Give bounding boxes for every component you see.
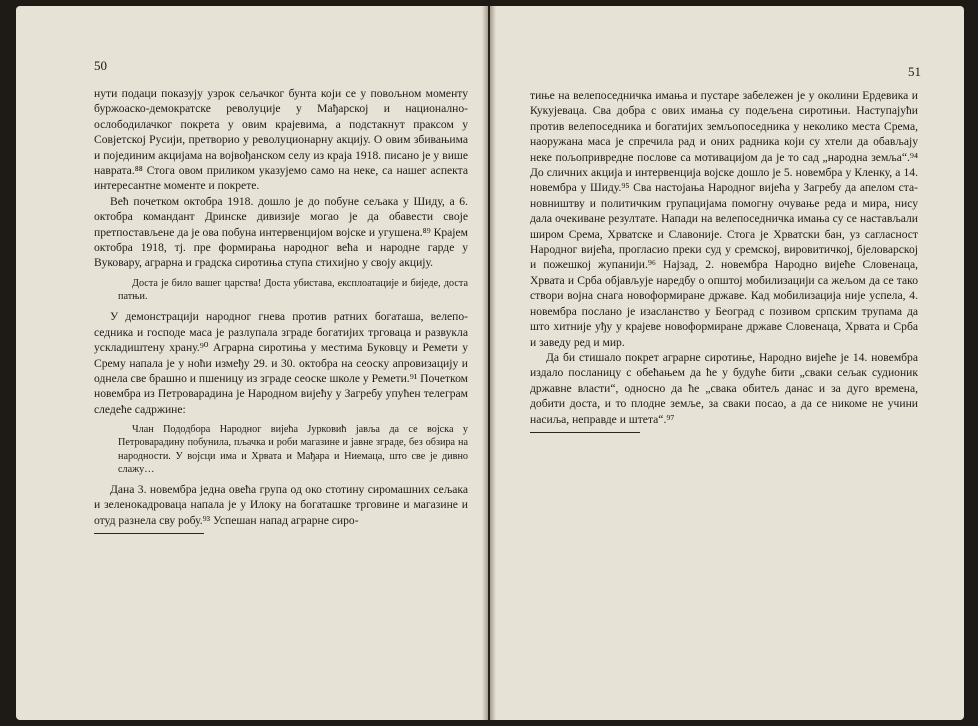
body-paragraph: тиње на велепоседничка имања и пустаре забележен је у околини Ердевика и Кукујеваца. Сва добра с ових имања су подељена сиротињи. Наступајући против велепоседника и богатијих земљопоседника у неколико места Срема, наоружана маса је спречила рад и оних радника који су хтели да обављају неке пољопривредне послове са мотивацијом да је то сад „народна земља“.⁹⁴ До сличних акција и интервенција војске дошло је 5. новембра у Кленку, а 14. новембра у Шиду.⁹⁵ Сва настојања Народног вијећа у Загребу да апелом становништву и политичким групацијама помогну очување реда и мира, нису дала очекиване резултате. Напади на велепоседничка имања су се настављали широм Срема, Хрватске и Славоније. Стога је Хрватски бан, уз сагласност Народног вијећа, прогласио преки суд у сремској, вировитичкој, бјеловарској и пожешкој жупанији.⁹⁶ Најзад, 2. новембра Народно вијеће Словенаца, Хрвата и Срба објављује наредбу о општој мобилизацији са жељом да се тако створи војна снага новоформиране државе. Кад мобилизација није успела, 4. новембра послано је изасланство у Београд с позивом српским трупама да што хитније уђу у крајеве новоформиране државе Словенаца, Хрвата и Срба и заведу ред и мир. [530, 89, 918, 349]
body-paragraph: Да би стишало покрет аграрне сиротиње, Народно вијеће је 14. новембра издало посланицу с обећањем да ће у будуће бити „сваки сељак судионик државне власти“, односно да ће „свака обитељ данас и за дуго времена, добити доста, и то плодне земље, за сваки посао, а да се никоме не учини насиља, неправде и штета“.⁹⁷ [530, 350, 918, 426]
footnote-rule [530, 432, 640, 433]
body-paragraph: Већ почетком октобра 1918. дошло је до побуне сељака у Шиду, а 6. октобра командант Дринске дивизије могао је да обавести своје претпостављене да је ова побуна интервенцијом војске и угушена.⁸⁹ Крајем октобра 1918, тј. пре формирања народног већа и народне гарде у Вуковару, аграрна и градска сиротиња ступа стихијно у своју акцију. [94, 194, 468, 270]
block-quote: Доста је било вашег царства! Доста убистава, експлоатације и биједе, доста патњи. [118, 277, 468, 303]
block-quote: Члан Пододбора Народног вијећа Јурковић јавља да се војска у Петроварадину побунила, пљачка и роби магазине и јавне зграде, без обзира на народности. У војсци има и Хрвата и Мађара и Ниемаца, што све је дивно слажу… [118, 424, 468, 475]
left-text-column [94, 86, 468, 712]
right-text-column [530, 88, 918, 712]
left-page [16, 6, 488, 720]
page-number-right: 51 [908, 64, 921, 79]
right-page [490, 6, 964, 720]
page-number-left: 50 [94, 58, 107, 73]
body-paragraph: Дана 3. новембра једна овећа група од око стотину сиромашних сељака и зеленокадроваца напала је у Илоку на богаташке трговине и магазине и отуд разнела сву робу.⁹³ Успешан напад аграрне сиро- [94, 482, 468, 527]
body-paragraph: У демонстрацији народног гнева против ратних богаташа, велепоседника и господе маса је разлупала зграде богатијих трговаца и развукла ускладиштену храну.⁹⁰ Аграрна сиротиња у местима Буковцу и Ремети у Срему напала је у ноћи између 29. и 30. октобра на сеоску апровизацију и однела све брашно и пшеницу из зграде сеоске школе у Ремети.⁹¹ Почетком новембра из Петроварадина је Народном вијећу у Загребу упућен телеграм следеће садржине: [94, 310, 468, 416]
body-paragraph: нути подаци показују узрок сељачког бунта који се у повољном моменту буржоаско-демократске револуције у Мађарској и националноослободилачког покрета у овим крајевима, а подстакнут праксом у Совјетској Русији, претворио у револуционарну акцију. О овим збивањима и појединим акцијама на војвођанском селу из краја 1918. писано је у више наврата.⁸⁸ Стога овом приликом указујемо само на неке, са нашег аспекта интересантне моменте и покрете. [94, 87, 468, 193]
footnote-rule [94, 533, 204, 534]
